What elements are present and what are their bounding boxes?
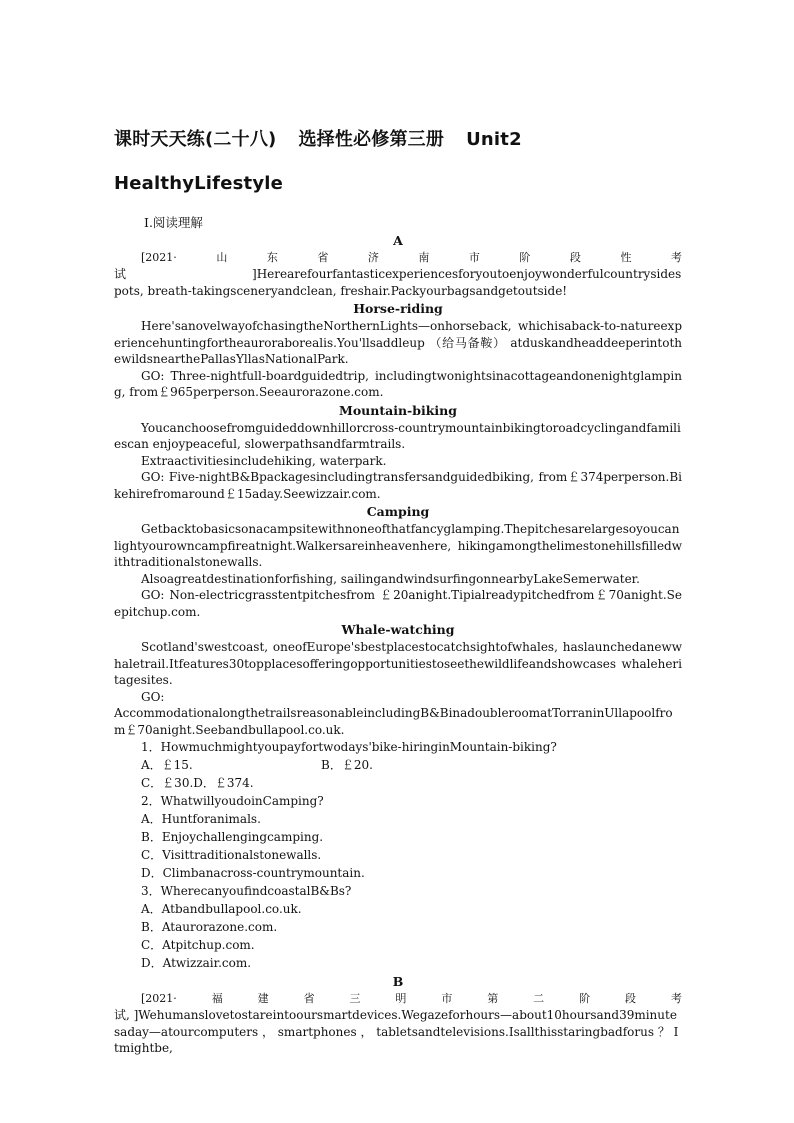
passage-b-source: [2021· 福 建 省 三 明 市 第 二 阶 段 考	[141, 992, 682, 1005]
question-3-stem: 3．WherecanyoufindcoastalB&Bs?	[141, 884, 352, 898]
title-part-lesson: 课时天天练(二十八)	[114, 129, 277, 150]
mountain-biking-paragraph: Youcanchoosefromguideddownhillorcross-countrymountainbikingtoroadcyclingandfamiliescan enjoypeaceful, slowerpathsandfarmtrails.	[114, 420, 681, 451]
option-a: A．Huntforanimals.	[141, 812, 261, 826]
option-b: B．Enjoychallengingcamping.	[141, 830, 324, 844]
option-d: D．Atwizzair.com.	[141, 956, 252, 970]
heading-horse-riding: Horse-riding	[353, 301, 443, 316]
passage-a-intro: 试 ]Herearefourfantasticexperiencesforyoutoenjoywonderfulcountrysidespots, breath-takingsceneryandclean, freshair.Packyourbagsandgetoutside!	[114, 267, 682, 298]
document-page	[114, 118, 682, 1057]
option-d: D．Climbanacross-countrymountain.	[141, 866, 365, 880]
question-3	[114, 882, 682, 972]
heading-mountain-biking: Mountain-biking	[339, 402, 457, 418]
question-1-stem: 1．Howmuchmightyoupayfortwodays'bike-hiringinMountain-biking?	[141, 740, 557, 754]
whale-watching-go-label: GO:	[141, 689, 165, 704]
camping-paragraph: Getbacktobasicsonacampsitewithnoneofthatfancyglamping.Thepitchesarelargesoyoucanlightyourowncampfireatnight.Walkersareinheavenhere, hikingamongthelimestonehillsfilledwithtraditionalstonewalls.	[114, 522, 682, 569]
document-title	[114, 118, 682, 206]
whale-watching-go: AccommodationalongthetrailsreasonableincludingB&BinadoubleroomatTorraninUllapoolfrom￡70anight.Seebandbullapool.co.uk.	[114, 706, 673, 737]
section-heading: Ⅰ.阅读理解	[144, 215, 203, 230]
title-part-book: 选择性必修第三册	[298, 129, 445, 150]
heading-whale-watching: Whale-watching	[341, 622, 455, 637]
horse-riding-paragraph: Here'sanovelwayofchasingtheNorthernLights—onhorseback, whichisaback-to-natureexperiencehuntingfortheauroraborealis.You'llsaddleup （给马备鞍） atduskandheaddeeperintothewildsnearthePallasYllasNationalPark.	[114, 319, 682, 366]
question-2	[114, 792, 682, 882]
title-part-unit: Unit2	[466, 129, 522, 150]
passage-b-label: B	[392, 974, 404, 989]
option-b: B．Ataurorazone.com.	[141, 920, 278, 934]
camping-extras: Alsoagreatdestinationforfishing, sailingandwindsurfingonnearbyLakeSemerwater.	[141, 571, 640, 586]
option-a: A．￡15.	[141, 758, 193, 772]
mountain-biking-extras: Extraactivitiesincludehiking, waterpark.	[141, 453, 387, 468]
horse-riding-go: GO: Three-nightfull-boardguidedtrip, includingtwonightsinacottageandonenightglamping, from￡965perperson.Seeaurorazone.com.	[114, 368, 682, 399]
whale-watching-paragraph: Scotland'swestcoast, oneofEurope'sbestplacestocatchsightofwhales, haslaunchedanewwhaletrail.Itfeatures30topplacesofferingopportunitiestoseethewildlifeandshowcases whaleheritagesites.	[114, 640, 682, 687]
passage-b-body: 试, ]Wehumanslovetostareintooursmartdevices.Wegazeforhours—about10hoursand39minutesaday—atourcomputers ， smartphones ， tabletsandtelevisions.Isallthisstaringbadforus ？ Itmightbe,	[114, 1008, 679, 1055]
option-b: B．￡20.	[321, 758, 373, 772]
mountain-biking-go: GO: Five-nightB&Bpackagesincludingtransfersandguidedbiking, from￡374perperson.Bikehirefromaround￡15aday.Seewizzair.com.	[114, 470, 682, 501]
question-2-stem: 2．WhatwillyoudoinCamping?	[141, 794, 324, 808]
option-c: C．Visittraditionalstonewalls.	[141, 848, 322, 862]
passage-a-label: A	[393, 233, 403, 248]
question-1	[114, 738, 682, 792]
passage-a-source: [2021· 山 东 省 济 南 市 阶 段 性 考	[141, 251, 682, 264]
option-cd: C．￡30.D．￡374.	[141, 776, 254, 790]
question-1-options-row-1	[114, 756, 682, 774]
option-a: A．Atbandbullapool.co.uk.	[141, 902, 302, 916]
camping-go: GO: Non-electricgrasstentpitchesfrom ￡20anight.Tipialreadypitchedfrom￡70anight.Seepitchup.com.	[114, 588, 682, 619]
option-c: C．Atpitchup.com.	[141, 938, 255, 952]
title-part-topic: HealthyLifestyle	[114, 173, 284, 194]
heading-camping: Camping	[366, 504, 430, 519]
